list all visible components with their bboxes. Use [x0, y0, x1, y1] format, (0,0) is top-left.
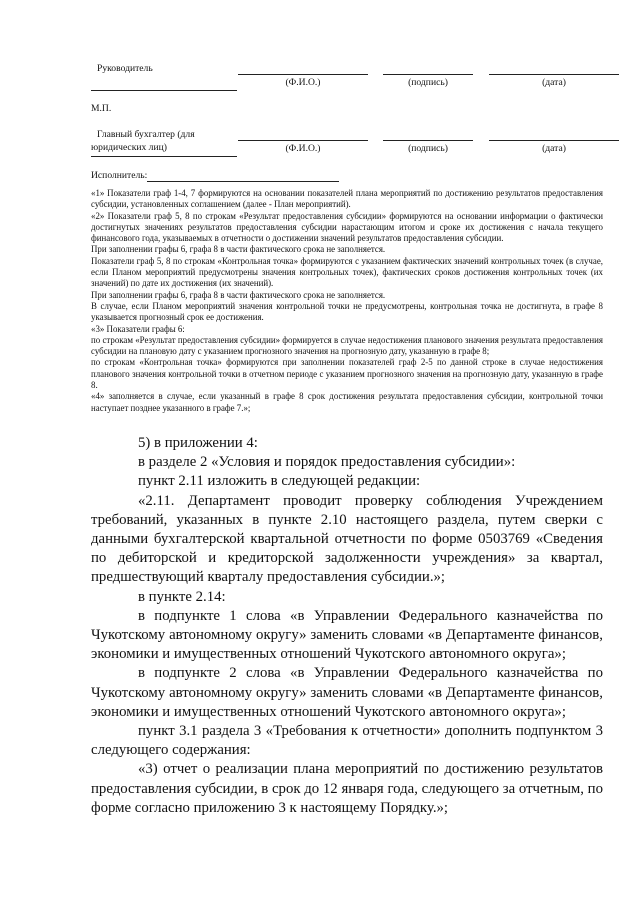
- footnote-2-note: При заполнении графы 6, графа 8 в части фактического срока не заполняется.: [91, 244, 386, 255]
- footnote-4: «4» заполняется в случае, если указанный в графе 8 срок достижения результата предоставления субсидии, контрольной точки наступает позднее указанного в графе 7.»;: [91, 391, 603, 413]
- footnotes: [91, 188, 603, 414]
- head-fio-caption: (Ф.И.О.): [285, 77, 321, 88]
- footnote-2-control-points: Показатели граф 5, 8 по строкам «Контрольная точка» формируются с указанием фактических значений контрольных точек (в случае, если Планом мероприятий предусмотрены значения контрольных точек), фактических сроков достижения контрольных точек (их значений) по дате их достижения (их значений).: [91, 255, 603, 289]
- paragraph-item-2-11-text: «2.11. Департамент проводит проверку соблюдения Учреждением требований, указанных в пункте 2.10 настоящего раздела, путем сверки с данными бухгалтерской квартальной отчетности по форме 0503769 «Сведения по дебиторской и кредиторской задолженности учреждения» за квартал, предшествующий кварталу предоставления субсидии.»;: [91, 492, 603, 586]
- paragraph-subitem-3-text: «3) отчет о реализации плана мероприятий по достижению результатов предоставления субсидии, в срок до 12 января года, следующего за отчетным, по форме согласно приложению 3 к настоящему Порядку.»;: [91, 761, 603, 816]
- paragraph-subitem-1: в подпункте 1 слова «в Управлении Федерального казначейства по Чукотскому автономному округу» заменить словами «в Департаменте финансов, экономики и имущественных отношений Чукотского автономного округа»;: [91, 607, 603, 663]
- footnote-2: «2» Показатели граф 5, 8 по строкам «Результат предоставления субсидии» формируются на основании информации о фактически достигнутых значениях результатов предоставления субсидии нарастающим итогом и сроке их достижения с начала текущего финансового года, указываемых в отчетности о достижении значений результатов предоставления субсидии.: [91, 210, 603, 244]
- footnote-2-control-note: При заполнении графы 6, графа 8 в части фактического срока не заполняется.: [91, 289, 386, 300]
- accountant-line: [91, 156, 237, 157]
- accountant-label-line1: Главный бухгалтер (для: [97, 129, 195, 140]
- head-date-caption: (дата): [542, 77, 566, 88]
- accountant-fio-caption: (Ф.И.О.): [285, 143, 321, 154]
- accountant-fio-line: [238, 140, 368, 141]
- accountant-signature-line: [383, 140, 473, 141]
- head-date-line: [489, 74, 619, 75]
- footnote-3-result: по строкам «Результат предоставления субсидии» формируется в случае недостижения планового значения результата предоставления субсидии на плановую дату с указанием прогнозного значения на прогнозную дату, указанную в графе 8;: [91, 334, 603, 357]
- footnote-3: «3» Показатели графы 6:: [91, 323, 185, 334]
- head-line: [91, 90, 237, 91]
- accountant-date-line: [489, 140, 619, 141]
- amendment-text: [91, 434, 603, 818]
- footnote-2-forecast: В случае, если Планом мероприятий значения контрольной точки не предусмотрены, контрольная точка не достигнута, в графе 8 указывается прогнозный срок ее достижения.: [91, 300, 603, 323]
- paragraph-section-2: в разделе 2 «Условия и порядок предоставления субсидии»:: [138, 454, 516, 471]
- executor-label: Исполнитель:: [91, 170, 148, 181]
- paragraph-subitem-2: в подпункте 2 слова «в Управлении Федерального казначейства по Чукотскому автономному округу» заменить словами «в Департаменте финансов, экономики и имущественных отношений Чукотского автономного округа»;: [91, 665, 603, 720]
- head-fio-line: [238, 74, 368, 75]
- accountant-date-caption: (дата): [542, 143, 566, 154]
- footnote-1: «1» Показатели граф 1-4, 7 формируются на основании показателей плана мероприятий по достижению результатов предоставления субсидии, установленных соглашением (далее - План мероприятий).: [91, 188, 603, 210]
- stamp-place-label: М.П.: [91, 103, 112, 114]
- head-signature-caption: (подпись): [408, 77, 448, 88]
- head-label: Руководитель: [97, 63, 153, 74]
- head-signature-line: [383, 74, 473, 75]
- paragraph-item-3-1: пункт 3.1 раздела 3 «Требования к отчетности» дополнить подпунктом 3 следующего содержания:: [91, 723, 603, 759]
- footnote-3-control: по строкам «Контрольная точка» формируются при заполнении показателей граф 2-5 по данной строке в случае недостижения планового значения контрольной точки в отчетном периоде с указанием прогнозного значения на прогнозную дату, указанную в графе 8.: [91, 357, 603, 391]
- paragraph-item-2-14: в пункте 2.14:: [138, 588, 226, 605]
- accountant-label-line2: юридических лиц): [91, 142, 167, 153]
- executor-line: [147, 181, 339, 182]
- accountant-signature-caption: (подпись): [408, 143, 448, 154]
- paragraph-item-2-11: пункт 2.11 изложить в следующей редакции:: [138, 473, 421, 490]
- paragraph-appendix-4: 5) в приложении 4:: [138, 435, 258, 451]
